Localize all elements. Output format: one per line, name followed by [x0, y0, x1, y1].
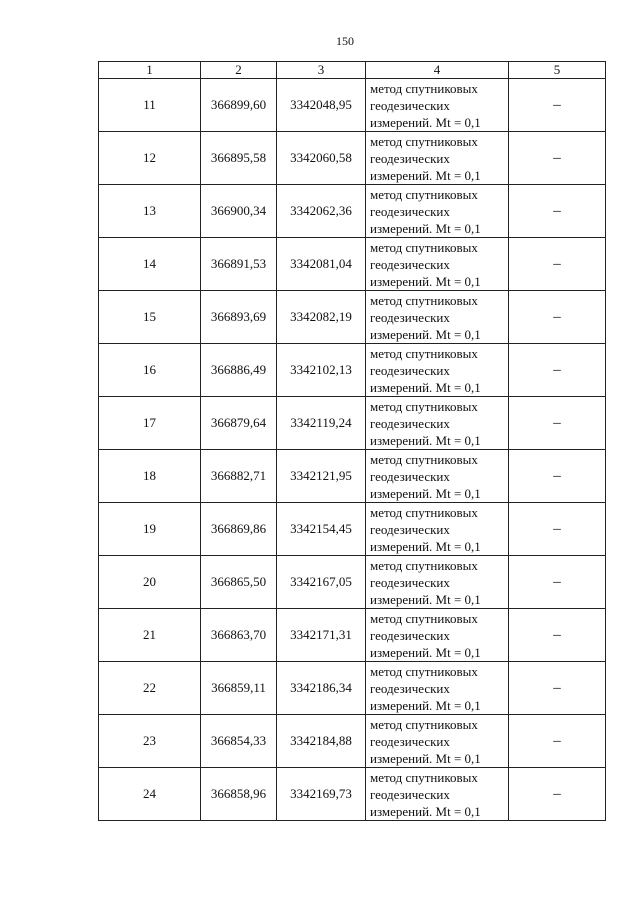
table-header-row	[99, 62, 606, 79]
method-text-line: геодезических	[370, 309, 450, 325]
table-row	[99, 132, 606, 185]
table-row	[99, 238, 606, 291]
page-number: 150	[336, 34, 354, 48]
table-row	[99, 768, 606, 821]
method-cell	[366, 450, 509, 503]
method-text-line: метод спутниковых	[370, 80, 478, 96]
table-row	[99, 185, 606, 238]
method-text-line: измерений. Mt = 0,1	[370, 644, 481, 660]
method-cell	[366, 556, 509, 609]
method-text-line: метод спутниковых	[370, 398, 478, 414]
method-cell	[366, 715, 509, 768]
y-coordinate-cell: 3342062,36	[277, 185, 366, 238]
method-cell	[366, 185, 509, 238]
method-text-line: геодезических	[370, 574, 450, 590]
method-text-line: метод спутниковых	[370, 133, 478, 149]
method-text-line: измерений. Mt = 0,1	[370, 591, 481, 607]
y-coordinate-cell: 3342184,88	[277, 715, 366, 768]
method-text-line: измерений. Mt = 0,1	[370, 379, 481, 395]
y-coordinate-cell: 3342082,19	[277, 291, 366, 344]
table-row	[99, 79, 606, 132]
note-cell: –	[509, 344, 606, 397]
note-cell: –	[509, 768, 606, 821]
method-cell	[366, 132, 509, 185]
table-row	[99, 291, 606, 344]
point-number-cell: 18	[99, 450, 201, 503]
method-text-line: метод спутниковых	[370, 610, 478, 626]
method-text-line: метод спутниковых	[370, 769, 478, 785]
table-row	[99, 609, 606, 662]
method-text-line: измерений. Mt = 0,1	[370, 326, 481, 342]
method-text-line: метод спутниковых	[370, 716, 478, 732]
method-cell	[366, 609, 509, 662]
table-body	[99, 79, 606, 821]
column-header-5: 5	[509, 62, 606, 79]
y-coordinate-cell: 3342119,24	[277, 397, 366, 450]
method-cell	[366, 238, 509, 291]
note-cell: –	[509, 662, 606, 715]
x-coordinate-cell: 366863,70	[201, 609, 277, 662]
method-text-line: метод спутниковых	[370, 451, 478, 467]
point-number-cell: 21	[99, 609, 201, 662]
note-cell: –	[509, 450, 606, 503]
y-coordinate-cell: 3342186,34	[277, 662, 366, 715]
point-number-cell: 17	[99, 397, 201, 450]
method-cell	[366, 291, 509, 344]
method-cell	[366, 344, 509, 397]
point-number-cell: 24	[99, 768, 201, 821]
note-cell: –	[509, 79, 606, 132]
method-text-line: геодезических	[370, 362, 450, 378]
method-text-line: измерений. Mt = 0,1	[370, 485, 481, 501]
method-text-line: измерений. Mt = 0,1	[370, 273, 481, 289]
note-cell: –	[509, 609, 606, 662]
method-text-line: геодезических	[370, 415, 450, 431]
method-text-line: измерений. Mt = 0,1	[370, 697, 481, 713]
table-row	[99, 450, 606, 503]
table-row	[99, 556, 606, 609]
method-text-line: геодезических	[370, 256, 450, 272]
point-number-cell: 11	[99, 79, 201, 132]
method-text-line: метод спутниковых	[370, 663, 478, 679]
method-text-line: измерений. Mt = 0,1	[370, 538, 481, 554]
point-number-cell: 14	[99, 238, 201, 291]
method-cell	[366, 662, 509, 715]
point-number-cell: 23	[99, 715, 201, 768]
x-coordinate-cell: 366891,53	[201, 238, 277, 291]
note-cell: –	[509, 503, 606, 556]
x-coordinate-cell: 366900,34	[201, 185, 277, 238]
column-header-3: 3	[277, 62, 366, 79]
y-coordinate-cell: 3342081,04	[277, 238, 366, 291]
y-coordinate-cell: 3342171,31	[277, 609, 366, 662]
table-row	[99, 344, 606, 397]
coordinates-table	[98, 61, 606, 821]
method-text-line: метод спутниковых	[370, 345, 478, 361]
method-text-line: геодезических	[370, 786, 450, 802]
column-header-1: 1	[99, 62, 201, 79]
y-coordinate-cell: 3342102,13	[277, 344, 366, 397]
x-coordinate-cell: 366879,64	[201, 397, 277, 450]
method-text-line: метод спутниковых	[370, 186, 478, 202]
point-number-cell: 20	[99, 556, 201, 609]
table-row	[99, 503, 606, 556]
method-cell	[366, 768, 509, 821]
method-text-line: метод спутниковых	[370, 292, 478, 308]
method-cell	[366, 503, 509, 556]
note-cell: –	[509, 132, 606, 185]
method-text-line: геодезических	[370, 627, 450, 643]
method-text-line: геодезических	[370, 203, 450, 219]
x-coordinate-cell: 366858,96	[201, 768, 277, 821]
method-cell	[366, 79, 509, 132]
table-row	[99, 662, 606, 715]
method-text-line: измерений. Mt = 0,1	[370, 114, 481, 130]
table-row	[99, 397, 606, 450]
y-coordinate-cell: 3342167,05	[277, 556, 366, 609]
point-number-cell: 13	[99, 185, 201, 238]
y-coordinate-cell: 3342060,58	[277, 132, 366, 185]
method-text-line: геодезических	[370, 733, 450, 749]
y-coordinate-cell: 3342121,95	[277, 450, 366, 503]
point-number-cell: 12	[99, 132, 201, 185]
note-cell: –	[509, 185, 606, 238]
x-coordinate-cell: 366899,60	[201, 79, 277, 132]
note-cell: –	[509, 291, 606, 344]
note-cell: –	[509, 556, 606, 609]
note-cell: –	[509, 715, 606, 768]
x-coordinate-cell: 366865,50	[201, 556, 277, 609]
y-coordinate-cell: 3342154,45	[277, 503, 366, 556]
method-text-line: метод спутниковых	[370, 557, 478, 573]
method-cell	[366, 397, 509, 450]
x-coordinate-cell: 366869,86	[201, 503, 277, 556]
note-cell: –	[509, 238, 606, 291]
method-text-line: измерений. Mt = 0,1	[370, 750, 481, 766]
x-coordinate-cell: 366895,58	[201, 132, 277, 185]
x-coordinate-cell: 366859,11	[201, 662, 277, 715]
column-header-4: 4	[366, 62, 509, 79]
point-number-cell: 19	[99, 503, 201, 556]
method-text-line: геодезических	[370, 97, 450, 113]
method-text-line: метод спутниковых	[370, 504, 478, 520]
y-coordinate-cell: 3342169,73	[277, 768, 366, 821]
method-text-line: измерений. Mt = 0,1	[370, 803, 481, 819]
note-cell: –	[509, 397, 606, 450]
x-coordinate-cell: 366886,49	[201, 344, 277, 397]
method-text-line: геодезических	[370, 150, 450, 166]
method-text-line: метод спутниковых	[370, 239, 478, 255]
method-text-line: геодезических	[370, 468, 450, 484]
column-header-2: 2	[201, 62, 277, 79]
point-number-cell: 15	[99, 291, 201, 344]
x-coordinate-cell: 366882,71	[201, 450, 277, 503]
method-text-line: геодезических	[370, 521, 450, 537]
y-coordinate-cell: 3342048,95	[277, 79, 366, 132]
table-row	[99, 715, 606, 768]
point-number-cell: 16	[99, 344, 201, 397]
method-text-line: измерений. Mt = 0,1	[370, 220, 481, 236]
x-coordinate-cell: 366893,69	[201, 291, 277, 344]
x-coordinate-cell: 366854,33	[201, 715, 277, 768]
method-text-line: геодезических	[370, 680, 450, 696]
method-text-line: измерений. Mt = 0,1	[370, 432, 481, 448]
method-text-line: измерений. Mt = 0,1	[370, 167, 481, 183]
point-number-cell: 22	[99, 662, 201, 715]
